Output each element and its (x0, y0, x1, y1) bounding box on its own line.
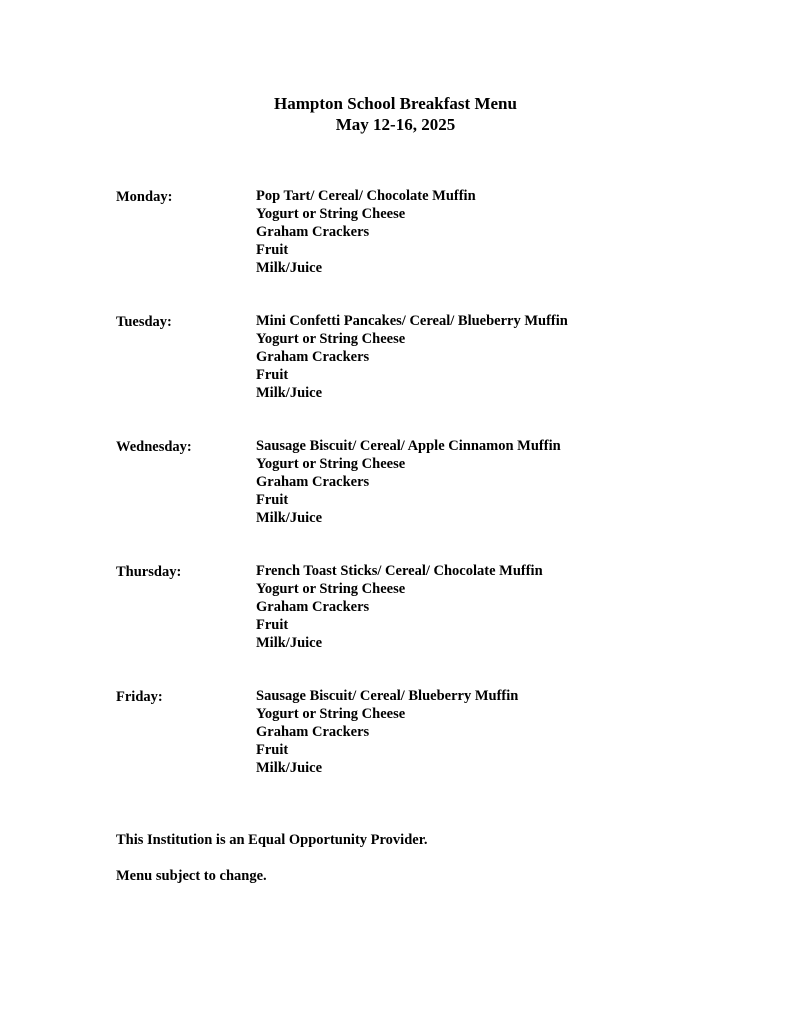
menu-item: Milk/Juice (256, 634, 323, 651)
menu-item: Milk/Juice (256, 384, 323, 401)
menu-item: Sausage Biscuit/ Cereal/ Apple Cinnamon Muffin (256, 438, 561, 454)
menu-item: Sausage Biscuit/ Cereal/ Blueberry Muffin (256, 688, 519, 704)
menu-item: Graham Crackers (256, 598, 370, 615)
menu-items (256, 688, 518, 778)
menu-item: Fruit (256, 616, 289, 633)
menu-item: Yogurt or String Cheese (256, 705, 406, 722)
day-label: Friday: (116, 689, 163, 705)
menu-item: Pop Tart/ Cereal/ Chocolate Muffin (256, 188, 476, 204)
day-label: Thursday: (116, 564, 182, 580)
day-label: Tuesday: (116, 314, 172, 330)
menu-item: Graham Crackers (256, 348, 370, 365)
menu-item: Fruit (256, 741, 289, 758)
menu-item: Graham Crackers (256, 473, 370, 490)
menu-item: Fruit (256, 491, 289, 508)
menu-item: Milk/Juice (256, 509, 323, 526)
equal-opportunity-statement: This Institution is an Equal Opportunity Provider. (116, 832, 428, 848)
day-label: Wednesday: (116, 439, 192, 455)
menu-item: Yogurt or String Cheese (256, 455, 406, 472)
menu-items (256, 188, 476, 278)
menu-item: Yogurt or String Cheese (256, 580, 406, 597)
menu-items (256, 563, 543, 653)
menu-items (256, 313, 568, 403)
menu-disclaimer: Menu subject to change. (116, 868, 267, 884)
menu-item: Milk/Juice (256, 259, 323, 276)
menu-item: Fruit (256, 366, 289, 383)
page-title: Hampton School Breakfast Menu (274, 94, 517, 113)
menu-item: Yogurt or String Cheese (256, 330, 406, 347)
menu-item: Fruit (256, 241, 289, 258)
menu-item: Milk/Juice (256, 759, 323, 776)
menu-item: Yogurt or String Cheese (256, 205, 406, 222)
day-label: Monday: (116, 189, 173, 205)
menu-item: French Toast Sticks/ Cereal/ Chocolate Muffin (256, 563, 543, 579)
menu-item: Graham Crackers (256, 723, 370, 740)
menu-item: Mini Confetti Pancakes/ Cereal/ Blueberry Muffin (256, 313, 568, 329)
menu-item: Graham Crackers (256, 223, 370, 240)
title-block (0, 93, 791, 135)
date-range: May 12-16, 2025 (335, 115, 456, 134)
menu-items (256, 438, 561, 528)
